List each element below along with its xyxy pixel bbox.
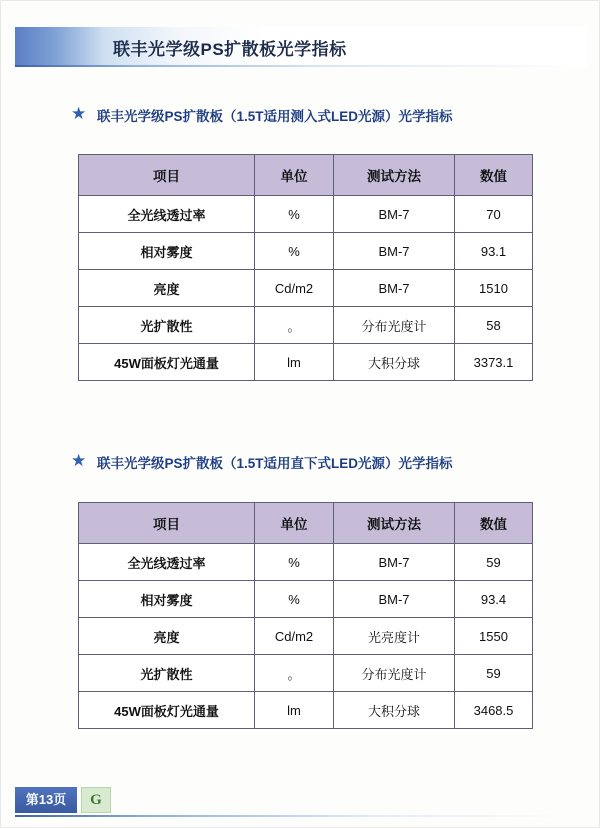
cell-unit: % bbox=[255, 544, 334, 581]
cell-item: 全光线透过率 bbox=[79, 196, 255, 233]
table-body-1 bbox=[79, 196, 533, 381]
cell-unit: lm bbox=[255, 344, 334, 381]
section-heading-1 bbox=[71, 104, 571, 126]
page-number-badge: 第13页 bbox=[15, 787, 77, 813]
column-header-item: 项目 bbox=[79, 503, 255, 544]
cell-value: 70 bbox=[455, 196, 533, 233]
cell-unit: Cd/m2 bbox=[255, 618, 334, 655]
column-header-item: 项目 bbox=[79, 155, 255, 196]
company-logo-icon: G bbox=[81, 787, 111, 813]
cell-unit: 。 bbox=[255, 655, 334, 692]
table-body-2 bbox=[79, 544, 533, 729]
cell-item: 光扩散性 bbox=[79, 655, 255, 692]
cell-value: 59 bbox=[455, 655, 533, 692]
cell-value: 3468.5 bbox=[455, 692, 533, 729]
column-header-method: 测试方法 bbox=[334, 155, 455, 196]
table-header-2 bbox=[79, 503, 533, 544]
column-header-unit: 单位 bbox=[255, 155, 334, 196]
table-row bbox=[79, 233, 533, 270]
table-header-row bbox=[79, 503, 533, 544]
table-header-row bbox=[79, 155, 533, 196]
table-row bbox=[79, 655, 533, 692]
optical-spec-table-1 bbox=[78, 154, 533, 381]
cell-method: BM-7 bbox=[334, 196, 455, 233]
star-icon: ★ bbox=[71, 451, 87, 470]
cell-method: BM-7 bbox=[334, 544, 455, 581]
table-header-1 bbox=[79, 155, 533, 196]
cell-value: 93.1 bbox=[455, 233, 533, 270]
section-heading-2 bbox=[71, 451, 571, 473]
cell-value: 59 bbox=[455, 544, 533, 581]
optical-spec-table-2 bbox=[78, 502, 533, 729]
cell-method: BM-7 bbox=[334, 233, 455, 270]
cell-value: 93.4 bbox=[455, 581, 533, 618]
table-row bbox=[79, 270, 533, 307]
page-title: 联丰光学级PS扩散板光学指标 bbox=[113, 40, 347, 59]
cell-item: 全光线透过率 bbox=[79, 544, 255, 581]
cell-method: 光亮度计 bbox=[334, 618, 455, 655]
cell-item: 相对雾度 bbox=[79, 233, 255, 270]
table-row bbox=[79, 618, 533, 655]
table-row bbox=[79, 581, 533, 618]
cell-unit: lm bbox=[255, 692, 334, 729]
cell-value: 1510 bbox=[455, 270, 533, 307]
cell-unit: 。 bbox=[255, 307, 334, 344]
footer-divider bbox=[15, 815, 587, 817]
cell-value: 3373.1 bbox=[455, 344, 533, 381]
star-icon: ★ bbox=[71, 104, 87, 123]
cell-method: 大积分球 bbox=[334, 692, 455, 729]
table-row bbox=[79, 307, 533, 344]
table-row bbox=[79, 344, 533, 381]
header-divider bbox=[15, 65, 587, 67]
cell-method: BM-7 bbox=[334, 270, 455, 307]
section-title-2: 联丰光学级PS扩散板（1.5T适用直下式LED光源）光学指标 bbox=[97, 456, 453, 471]
cell-method: 大积分球 bbox=[334, 344, 455, 381]
cell-value: 1550 bbox=[455, 618, 533, 655]
table-row bbox=[79, 196, 533, 233]
column-header-unit: 单位 bbox=[255, 503, 334, 544]
cell-item: 亮度 bbox=[79, 270, 255, 307]
column-header-value: 数值 bbox=[455, 155, 533, 196]
cell-method: BM-7 bbox=[334, 581, 455, 618]
cell-value: 58 bbox=[455, 307, 533, 344]
cell-item: 相对雾度 bbox=[79, 581, 255, 618]
table-row bbox=[79, 692, 533, 729]
cell-item: 45W面板灯光通量 bbox=[79, 692, 255, 729]
cell-method: 分布光度计 bbox=[334, 655, 455, 692]
cell-unit: % bbox=[255, 581, 334, 618]
column-header-value: 数值 bbox=[455, 503, 533, 544]
page-footer bbox=[15, 787, 587, 817]
cell-method: 分布光度计 bbox=[334, 307, 455, 344]
cell-unit: Cd/m2 bbox=[255, 270, 334, 307]
cell-unit: % bbox=[255, 196, 334, 233]
cell-item: 光扩散性 bbox=[79, 307, 255, 344]
page-header bbox=[15, 27, 587, 67]
cell-item: 45W面板灯光通量 bbox=[79, 344, 255, 381]
table-row bbox=[79, 544, 533, 581]
cell-unit: % bbox=[255, 233, 334, 270]
column-header-method: 测试方法 bbox=[334, 503, 455, 544]
section-title-1: 联丰光学级PS扩散板（1.5T适用测入式LED光源）光学指标 bbox=[97, 109, 453, 124]
cell-item: 亮度 bbox=[79, 618, 255, 655]
